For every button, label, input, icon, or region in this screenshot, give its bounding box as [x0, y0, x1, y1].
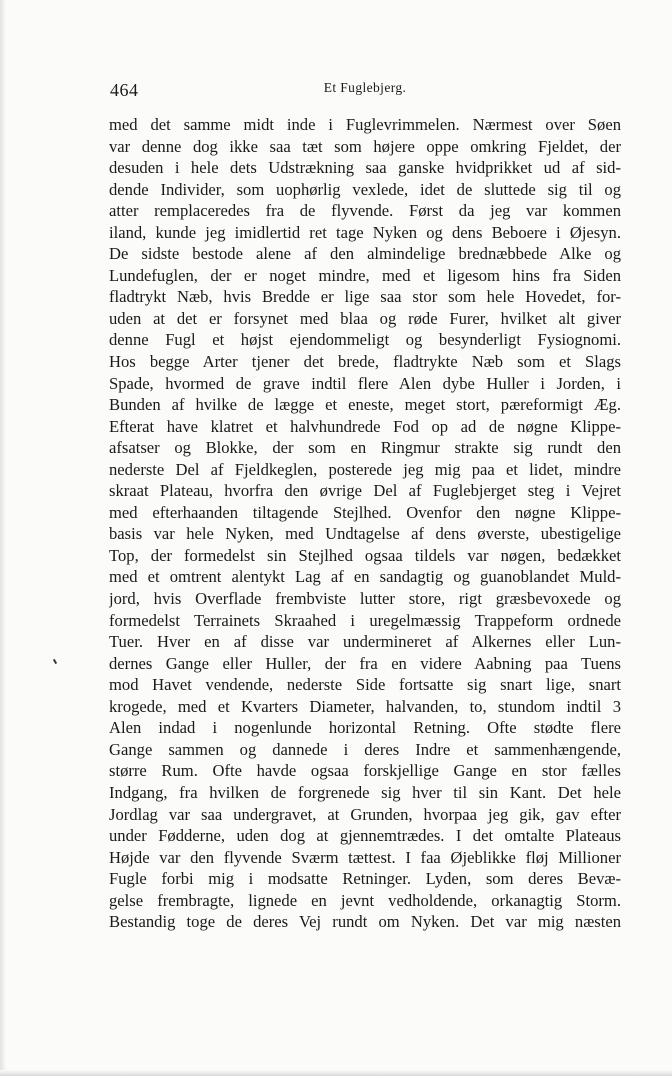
text-line: krogede, med et Kvarters Diameter, halvanden, to, stundom indtil 3: [109, 696, 621, 716]
text-line: gelse frembragte, lignede en jevnt vedholdende, orkanagtig Storm.: [109, 890, 621, 910]
text-line: Spade, hvormed de grave indtil flere Alen dybe Huller i Jorden, i: [109, 373, 621, 393]
text-line: med det samme midt inde i Fuglevrimmelen. Nærmest over Søen: [109, 115, 621, 134]
text-line: Top, der formedelst sin Stejlhed ogsaa tildels var nøgen, bedækket: [109, 545, 621, 565]
body-text: [109, 114, 621, 933]
text-line: desuden i hele dets Udstrækning saa ganske hvidprikket ud af sid-: [109, 158, 621, 178]
text-line: Lundefuglen, der er noget mindre, med et ligesom hins fra Siden: [109, 265, 621, 285]
text-line: Højde var den flyvende Sværm tættest. I faa Øjeblikke fløj Millioner: [109, 847, 621, 867]
text-line: fladtrykt Næb, hvis Bredde er lige saa stor som hele Hovedet, for-: [109, 287, 621, 307]
text-line: var denne dog ikke saa tæt som højere oppe omkring Fjeldet, der: [109, 136, 621, 156]
text-line: atter remplaceredes fra de flyvende. Først da jeg var kommen: [109, 201, 621, 221]
text-line: Gange sammen og dannede i deres Indre et sammenhængende,: [109, 739, 621, 759]
page-number: 464: [110, 80, 139, 100]
text-line: formedelst Terrainets Skraahed i uregelmæssig Trappeform ordnede: [109, 610, 621, 630]
text-line: iland, kunde jeg imidlertid ret tage Nyken og dens Beboere i Øjesyn.: [109, 222, 621, 242]
text-line: med efterhaanden tiltagende Stejlhed. Ovenfor den nøgne Klippe-: [109, 502, 621, 522]
text-line: afsatser og Blokke, der som en Ringmur strakte sig rundt den: [109, 438, 621, 458]
running-head-title: Et Fuglebjerg.: [323, 80, 407, 95]
text-line: denne Fugl et højst ejendommeligt og besynderligt Fysiognomi.: [109, 330, 621, 350]
text-line: under Fødderne, uden dog at gjennemtrædes. I det omtalte Plateaus: [109, 826, 621, 846]
text-line: Fugle forbi mig i modsatte Retninger. Lyden, som deres Bevæ-: [109, 869, 621, 889]
text-line: Bunden af hvilke de lægge et eneste, meget stort, pæreformigt Æg.: [109, 395, 621, 415]
text-line: jord, hvis Overflade frembviste lutter store, rigt græsbevoxede og: [109, 589, 621, 609]
text-line: skraat Plateau, hvorfra den øvrige Del af Fuglebjerget steg i Vejret: [109, 481, 621, 501]
text-line: Jordlag var saa undergravet, at Grunden, hvorpaa jeg gik, gav efter: [109, 804, 621, 824]
text-line: mod Havet vendende, nederste Side fortsatte sig snart lige, snart: [109, 675, 621, 695]
text-line: dernes Gange eller Huller, der fra en videre Aabning paa Tuens: [109, 653, 621, 673]
text-line: Alen indad i nogenlunde horizontal Retning. Ofte stødte flere: [109, 718, 621, 738]
text-line: De sidste bestode alene af den almindelige brednæbbede Alke og: [109, 244, 621, 264]
page-bottom-edge-shadow: [0, 1070, 672, 1076]
text-line: basis var hele Nyken, med Undtagelse af dens øverste, ubestigelige: [109, 524, 621, 544]
running-head: [0, 80, 672, 96]
text-line: uden at det er forsynet med blaa og røde Furer, hvilket alt giver: [109, 308, 621, 328]
text-line: Hos begge Arter tjener det brede, fladtrykte Næb som et Slags: [109, 352, 621, 372]
margin-ink-mark: [53, 659, 57, 664]
page-left-edge-shadow: [0, 0, 6, 1076]
text-line: nederste Del af Fjeldkeglen, posterede jeg mig paa et lidet, mindre: [109, 459, 621, 479]
text-line: Indgang, fra hvilken de forgrenede sig hver til sin Kant. Det hele: [109, 782, 621, 802]
text-line: Efterat have klatret et halvhundrede Fod op ad de nøgne Klippe-: [109, 416, 621, 436]
text-line: med et omtrent alentykt Lag af en sandagtig og guanoblandet Muld-: [109, 567, 621, 587]
text-line: dende Individer, som uophørlig vexlede, idet de sluttede sig til og: [109, 179, 621, 199]
text-line: Bestandig toge de deres Vej rundt om Nyken. Det var mig næsten: [109, 912, 621, 932]
text-line: større Rum. Ofte havde ogsaa forskjellige Gange en stor fælles: [109, 761, 621, 781]
text-line: Tuer. Hver en af disse var undermineret af Alkernes eller Lun-: [109, 632, 621, 652]
